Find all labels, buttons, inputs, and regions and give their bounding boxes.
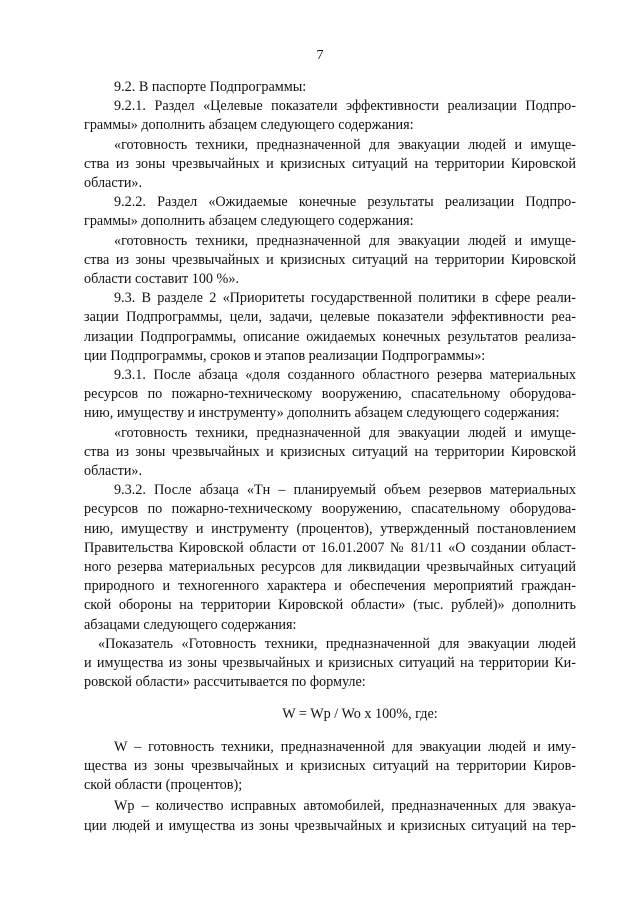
text-line: ства из зоны чрезвычайных и кризисных ситуаций на территории Кировской <box>84 251 576 268</box>
text-line: лизации Подпрограммы, описание ожидаемых конечных результатов реализа- <box>84 328 576 345</box>
text-line: граммы» дополнить абзацем следующего содержания: <box>84 213 414 230</box>
text-line: нию, имуществу и инструменту» дополнить абзацем следующего содержания: <box>84 405 560 422</box>
text-line: 9.2.1. Раздел «Целевые показатели эффективности реализации Подпро- <box>114 98 576 115</box>
text-line: 9.2. В паспорте Подпрограммы: <box>114 79 307 95</box>
text-line: абзацами следующего содержания: <box>84 616 297 633</box>
text-line: «готовность техники, предназначенной для эвакуации людей и имуще- <box>114 136 576 153</box>
paragraph <box>84 136 576 194</box>
text-line: ской обороны на территории Кировской области» (тыс. рублей)» дополнить <box>84 597 576 614</box>
paragraph <box>84 635 576 693</box>
text-line: зации Подпрограммы, цели, задачи, целевые показатели эффективности реа- <box>84 309 576 326</box>
definition-paragraph <box>84 797 576 835</box>
text-line: ции Подпрограммы, сроков и этапов реализации Подпрограммы»: <box>84 347 486 364</box>
paragraph <box>84 78 576 97</box>
formula: W = Wp / Wo x 100%, где: <box>282 705 438 722</box>
text-line: щества из зоны чрезвычайных и кризисных ситуаций на территории Киров- <box>84 757 576 774</box>
paragraph <box>84 97 576 135</box>
text-line: ства из зоны чрезвычайных и кризисных ситуаций на территории Кировской <box>84 443 576 460</box>
text-line: области». <box>84 463 143 480</box>
text-line: Правительства Кировской области от 16.01.2007 № 81/11 «О создании област- <box>84 539 576 556</box>
text-line: нию, имуществу и инструменту (процентов), утвержденный постановлением <box>84 520 576 537</box>
text-line: ресурсов по пожарно-техническому вооружению, спасательному оборудова- <box>84 386 576 403</box>
text-line: «готовность техники, предназначенной для эвакуации людей и имуще- <box>114 232 576 249</box>
text-line: 9.2.2. Раздел «Ожидаемые конечные результаты реализации Подпро- <box>114 194 576 211</box>
text-line: ного резерва материальных ресурсов для ликвидации чрезвычайных ситуаций <box>84 559 576 576</box>
paragraph <box>84 232 576 290</box>
text-line: ции людей и имущества из зоны чрезвычайных и кризисных ситуаций на тер- <box>84 817 576 834</box>
definition-list <box>84 738 576 836</box>
paragraph-list <box>84 78 576 693</box>
text-line: природного и техногенного характера и обеспечения мероприятий граждан- <box>84 578 576 595</box>
paragraph <box>84 424 576 482</box>
paragraph <box>84 481 576 635</box>
text-line: 9.3. В разделе 2 «Приоритеты государственной политики в сфере реали- <box>114 290 576 307</box>
text-line: и имущества из зоны чрезвычайных и кризисных ситуаций на территории Ки- <box>84 655 576 672</box>
definition-paragraph <box>84 738 576 796</box>
text-line: Wp – количество исправных автомобилей, предназначенных для эвакуа- <box>114 798 576 815</box>
paragraph <box>84 366 576 424</box>
page-number: 7 <box>316 48 324 63</box>
text-line: W – готовность техники, предназначенной для эвакуации людей и иму- <box>114 738 576 755</box>
document-body <box>84 78 576 836</box>
text-line: ресурсов по пожарно-техническому вооружению, спасательному оборудова- <box>84 501 576 518</box>
text-line: области». <box>84 175 143 192</box>
text-line: «готовность техники, предназначенной для эвакуации людей и имуще- <box>114 424 576 441</box>
paragraph <box>84 289 576 366</box>
text-line: ской области (процентов); <box>84 777 243 794</box>
text-line: «Показатель «Готовность техники, предназначенной для эвакуации людей <box>98 635 576 652</box>
paragraph <box>84 193 576 231</box>
text-line: 9.3.1. После абзаца «доля созданного областного резерва материальных <box>114 367 576 384</box>
text-line: 9.3.2. После абзаца «Тн – планируемый объем резервов материальных <box>114 482 576 499</box>
text-line: ства из зоны чрезвычайных и кризисных ситуаций на территории Кировской <box>84 155 576 172</box>
text-line: области составит 100 %». <box>84 271 240 288</box>
text-line: ровской области» рассчитывается по формуле: <box>84 674 366 691</box>
text-line: граммы» дополнить абзацем следующего содержания: <box>84 117 414 134</box>
